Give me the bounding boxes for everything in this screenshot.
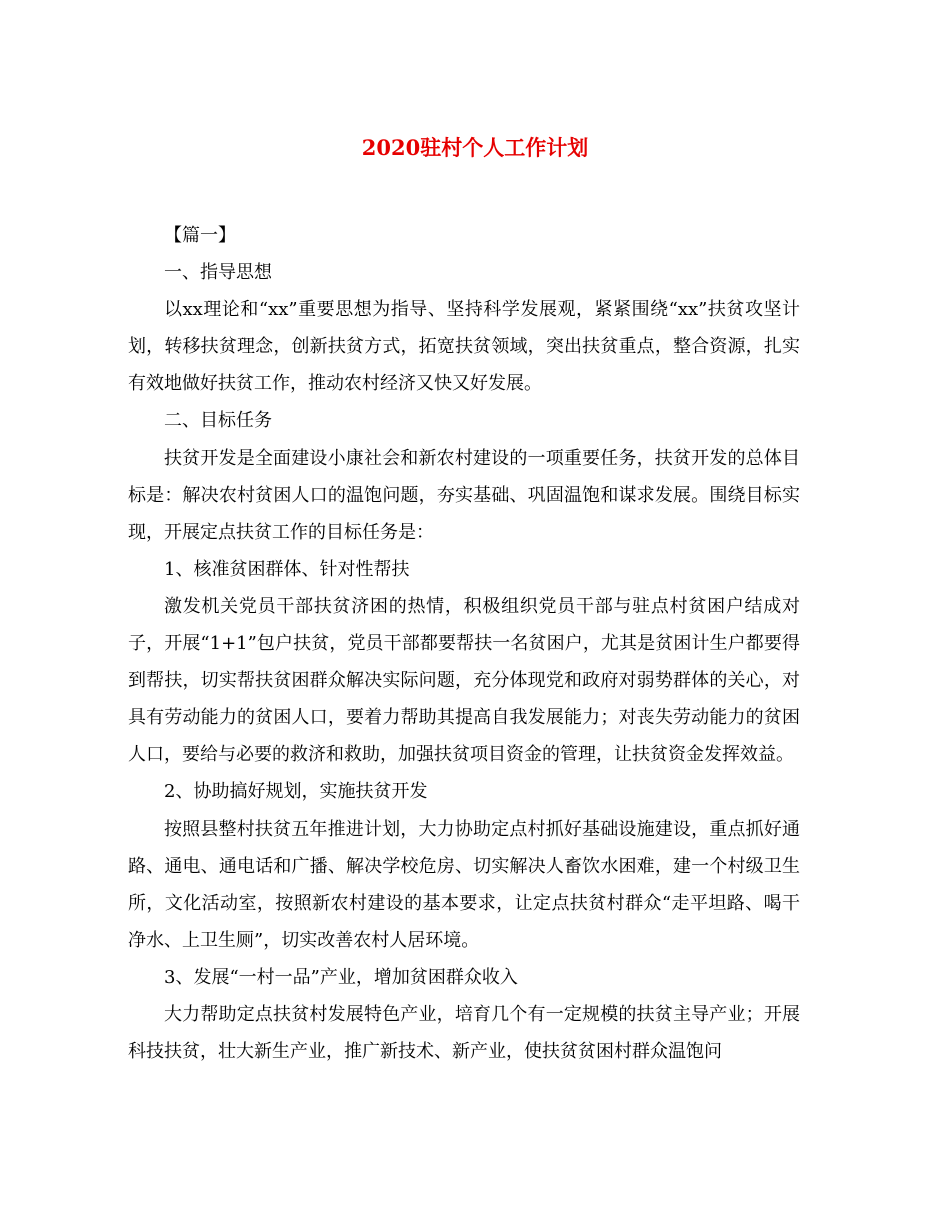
paragraph-2: 按照县整村扶贫五年推进计划，大力协助定点村抓好基础设施建设，重点抓好通路、通电、通电话和广播、解决学校危房、切实解决人畜饮水困难，建一个村级卫生所，文化活动室，按照新农村建设的基本要求，让定点扶贫村群众“走平坦路、喝干净水、上卫生厕”，切实改善农村人居环境。 [128, 818, 800, 951]
heading-goals-tasks: 二、目标任务 [164, 410, 272, 432]
document-body [128, 217, 800, 1070]
paragraph-goals-tasks: 扶贫开发是全面建设小康社会和新农村建设的一项重要任务，扶贫开发的总体目标是：解决农村贫困人口的温饱问题，夯实基础、巩固温饱和谋求发展。围绕目标实现，开展定点扶贫工作的目标任务是： [128, 447, 800, 543]
document-title: 2020驻村个人工作计划 [361, 135, 589, 160]
subheading-3: 3、发展“一村一品”产业，增加贫困群众收入 [164, 966, 518, 988]
section-label: 【篇一】 [164, 225, 236, 246]
subheading-2: 2、协助搞好规划，实施扶贫开发 [164, 781, 428, 803]
paragraph-3: 大力帮助定点扶贫村发展特色产业，培育几个有一定规模的扶贫主导产业；开展科技扶贫，壮大新生产业，推广新技术、新产业，使扶贫贫困村群众温饱问 [128, 1003, 800, 1063]
subheading-1: 1、核准贫困群体、针对性帮扶 [164, 558, 410, 580]
heading-guiding-ideology: 一、指导思想 [164, 262, 272, 284]
paragraph-1: 激发机关党员干部扶贫济困的热情，积极组织党员干部与驻点村贫困户结成对子，开展“1+1”包户扶贫，党员干部都要帮扶一名贫困户，尤其是贫困计生户都要得到帮扶，切实帮扶贫困群众解决实际问题，充分体现党和政府对弱势群体的关心，对具有劳动能力的贫困人口，要着力帮助其提高自我发展能力；对丧失劳动能力的贫困人口，要给与必要的救济和救助，加强扶贫项目资金的管理，让扶贫资金发挥效益。 [128, 595, 800, 766]
paragraph-guiding-ideology: 以xx理论和“xx”重要思想为指导、坚持科学发展观，紧紧围绕“xx”扶贫攻坚计划，转移扶贫理念，创新扶贫方式，拓宽扶贫领域，突出扶贫重点，整合资源，扎实有效地做好扶贫工作，推动农村经济又快又好发展。 [128, 299, 800, 395]
